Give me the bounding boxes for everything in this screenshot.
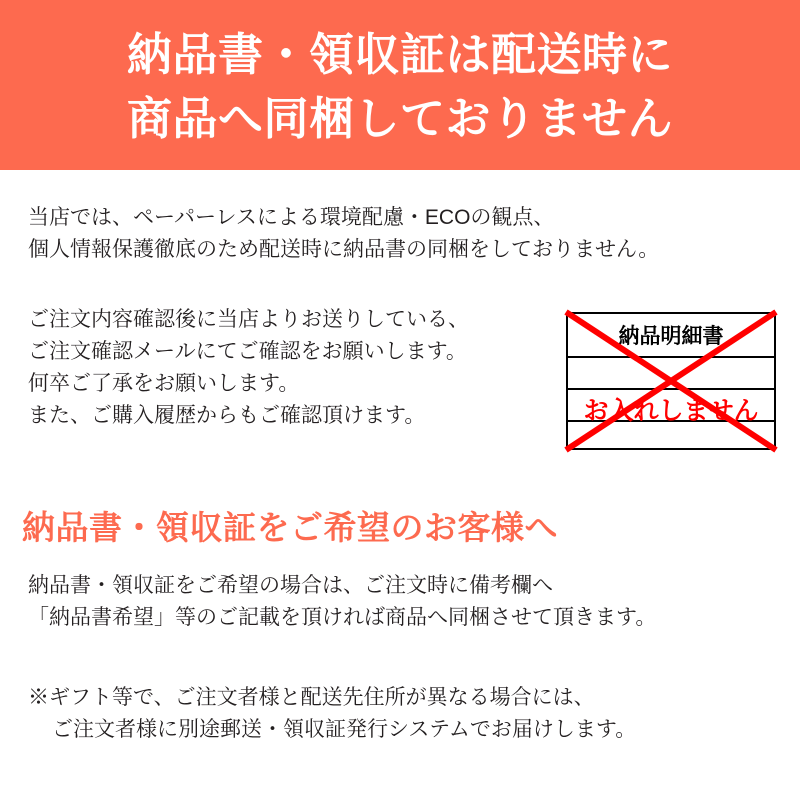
paragraph-confirmation-line-4: また、ご購入履歴からもご確認頂けます。 [28,403,426,427]
paragraph-confirmation-line-1: ご注文内容確認後に当店よりお送りしている、 [28,308,469,331]
banner-line-2: 商品へ同梱しておりません [126,93,673,144]
paragraph-confirmation [28,304,469,432]
paragraph-request-line-2: 「納品書希望」等のご記載を頂ければ商品へ同梱させて頂きます。 [28,605,657,629]
notice-body [0,170,800,800]
paragraph-confirmation-line-3: 何卒ご了承をお願いします。 [28,371,300,395]
paragraph-eco-line-1: 当店では、ペーパーレスによる環境配慮・ECOの観点、 [28,206,555,229]
banner-line-1: 納品書・領収証は配送時に [126,29,673,81]
invoice-crossed-out-graphic [566,312,776,450]
paragraph-gift-note-line-2: ご注文者様に別途郵送・領収証発行システムでお届けします。 [52,717,637,741]
paragraph-gift-note [28,682,636,746]
invoice-title: 納品明細書 [618,325,724,348]
red-cross-icon [560,306,782,456]
section-heading-request: 納品書・領収証をご希望のお客様へ [22,509,558,546]
paragraph-request-line-1: 納品書・領収証をご希望の場合は、ご注文時に備考欄へ [28,574,553,597]
header-banner [0,0,800,170]
paragraph-eco-line-2: 個人情報保護徹底のため配送時に納品書の同梱をしておりません。 [28,237,660,261]
paragraph-eco [28,202,659,266]
paragraph-gift-note-line-1: ※ギフト等で、ご注文者様と配送先住所が異なる場合には、 [28,686,595,709]
paragraph-confirmation-line-2: ご注文確認メールにてご確認をお願いします。 [28,339,467,363]
paragraph-request [28,570,656,634]
invoice-stamp-text: お入れしません [583,397,759,425]
